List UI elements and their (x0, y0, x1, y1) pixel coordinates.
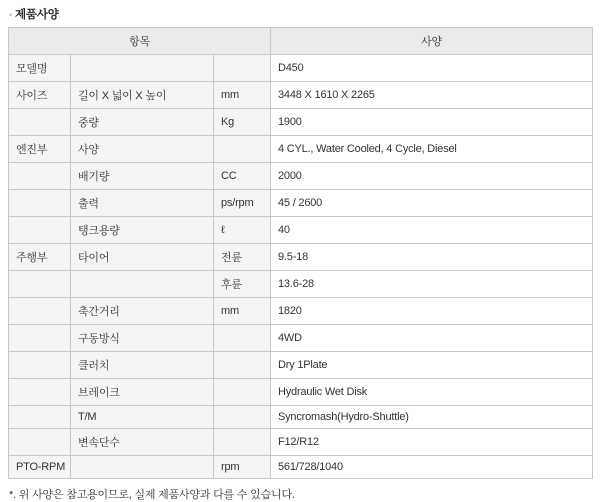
cell-value: D450 (271, 55, 593, 82)
cell-value: F12/R12 (271, 429, 593, 456)
cell-unit: 후륜 (214, 271, 271, 298)
cell-category (9, 217, 71, 244)
cell-subcategory: 변속단수 (71, 429, 214, 456)
cell-unit: CC (214, 163, 271, 190)
page-title-label: 제품사양 (15, 9, 59, 21)
cell-subcategory: 탱크용량 (71, 217, 214, 244)
cell-category: 엔진부 (9, 136, 71, 163)
table-row (9, 55, 593, 82)
cell-subcategory: 클러치 (71, 352, 214, 379)
cell-category (9, 298, 71, 325)
cell-value: 9.5-18 (271, 244, 593, 271)
cell-category (9, 190, 71, 217)
cell-value: Dry 1Plate (271, 352, 593, 379)
cell-subcategory: 길이 X 넓이 X 높이 (71, 82, 214, 109)
cell-unit: mm (214, 298, 271, 325)
cell-category (9, 429, 71, 456)
cell-unit (214, 325, 271, 352)
cell-subcategory: 구동방식 (71, 325, 214, 352)
cell-value: 1820 (271, 298, 593, 325)
cell-value: 4WD (271, 325, 593, 352)
table-row (9, 163, 593, 190)
table-row (9, 136, 593, 163)
cell-unit (214, 379, 271, 406)
cell-unit (214, 55, 271, 82)
cell-subcategory: 타이어 (71, 244, 214, 271)
cell-subcategory: T/M (71, 406, 214, 429)
cell-unit (214, 429, 271, 456)
table-row (9, 244, 593, 271)
cell-category (9, 325, 71, 352)
cell-category: PTO-RPM (9, 456, 71, 479)
cell-category: 모델명 (9, 55, 71, 82)
cell-category (9, 379, 71, 406)
table-row (9, 379, 593, 406)
cell-subcategory: 브레이크 (71, 379, 214, 406)
cell-value: 561/728/1040 (271, 456, 593, 479)
cell-category (9, 352, 71, 379)
cell-value: 3448 X 1610 X 2265 (271, 82, 593, 109)
cell-unit: 전륜 (214, 244, 271, 271)
cell-category (9, 406, 71, 429)
cell-value: 2000 (271, 163, 593, 190)
cell-value: 45 / 2600 (271, 190, 593, 217)
cell-value: Syncromash(Hydro-Shuttle) (271, 406, 593, 429)
cell-unit (214, 136, 271, 163)
cell-category (9, 271, 71, 298)
column-header-spec: 사양 (271, 28, 593, 55)
table-row (9, 298, 593, 325)
cell-value: Hydraulic Wet Disk (271, 379, 593, 406)
cell-subcategory: 중량 (71, 109, 214, 136)
cell-subcategory: 배기량 (71, 163, 214, 190)
cell-unit: rpm (214, 456, 271, 479)
table-row (9, 325, 593, 352)
table-row (9, 109, 593, 136)
cell-value: 1900 (271, 109, 593, 136)
footnote: *. 위 사양은 참고용이므로, 실제 제품사양과 다를 수 있습니다. (9, 489, 295, 501)
cell-category: 주행부 (9, 244, 71, 271)
cell-unit (214, 352, 271, 379)
table-row (9, 190, 593, 217)
spec-table (8, 27, 593, 479)
cell-value: 40 (271, 217, 593, 244)
cell-value: 4 CYL., Water Cooled, 4 Cycle, Diesel (271, 136, 593, 163)
cell-category: 사이즈 (9, 82, 71, 109)
cell-unit: mm (214, 82, 271, 109)
cell-unit: ℓ (214, 217, 271, 244)
table-row (9, 352, 593, 379)
table-row (9, 406, 593, 429)
cell-subcategory (71, 271, 214, 298)
cell-category (9, 163, 71, 190)
cell-subcategory: 사양 (71, 136, 214, 163)
table-header-row (9, 28, 593, 55)
cell-subcategory (71, 456, 214, 479)
table-row (9, 82, 593, 109)
column-header-item: 항목 (9, 28, 271, 55)
spec-table-body (9, 55, 593, 479)
table-row (9, 217, 593, 244)
table-row (9, 429, 593, 456)
cell-unit: ps/rpm (214, 190, 271, 217)
cell-subcategory: 출력 (71, 190, 214, 217)
bullet-icon: ◦ (9, 9, 12, 19)
cell-category (9, 109, 71, 136)
table-row (9, 456, 593, 479)
cell-unit: Kg (214, 109, 271, 136)
cell-unit (214, 406, 271, 429)
cell-value: 13.6-28 (271, 271, 593, 298)
cell-subcategory (71, 55, 214, 82)
table-row (9, 271, 593, 298)
cell-subcategory: 축간거리 (71, 298, 214, 325)
page-title (9, 6, 592, 22)
